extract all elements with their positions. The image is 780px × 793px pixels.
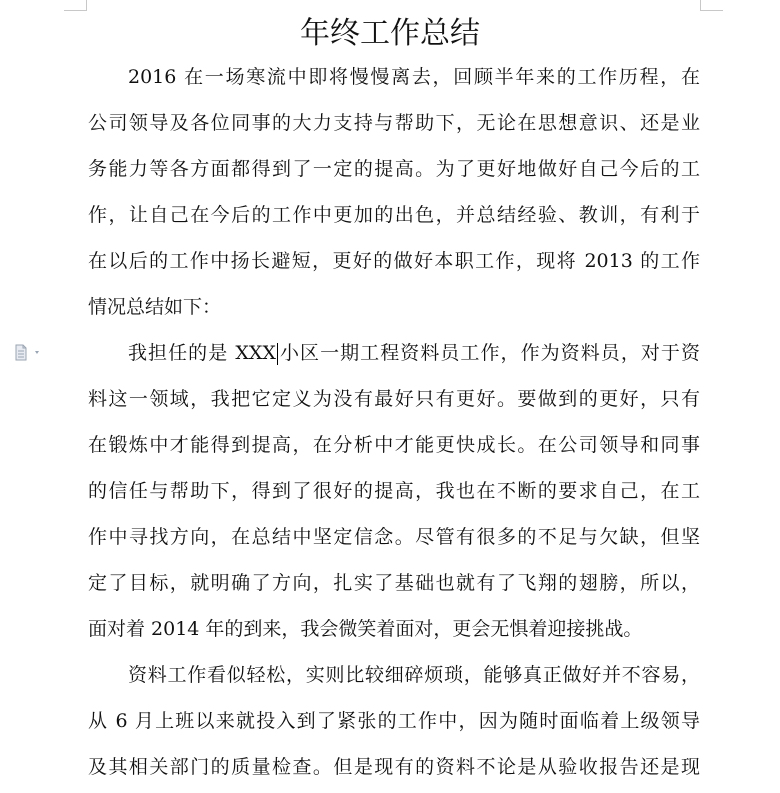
paragraph-line: 作中寻找方向，在总结中坚定信念。尽管有很多的不足与欠缺，但坚 (88, 526, 700, 548)
paragraph-line: 务能力等各方面都得到了一定的提高。为了更好地做好自己今后的工 (88, 158, 700, 180)
paragraph-2[interactable] (88, 330, 700, 652)
paragraph-line: 定了目标，就明确了方向，扎实了基础也就有了飞翔的翅膀，所以， (88, 572, 700, 594)
page-corner-mark-right (700, 0, 723, 11)
paragraph-line: 作，让自己在今后的工作中更加的出色，并总结经验、教训，有利于 (88, 204, 700, 226)
paragraph-line: 情况总结如下： (88, 296, 222, 318)
paragraph-line: 面对着 2014 年的到来，我会微笑着面对，更会无惧着迎接挑战。 (88, 618, 643, 640)
paragraph-first-line (88, 330, 700, 376)
document-title[interactable]: 年终工作总结 (300, 16, 480, 51)
paragraph-line: 在以后的工作中扬长避短，更好的做好本职工作，现将 2013 的工作 (88, 250, 700, 272)
paragraph-line: 及其相关部门的质量检查。但是现有的资料不论是从验收报告还是现 (88, 756, 700, 778)
paragraph-line: 公司领导及各位同事的大力支持与帮助下，无论在思想意识、还是业 (88, 112, 700, 134)
paragraph-line: 资料工作看似轻松，实则比较细碎烦琐，能够真正做好并不容易， (128, 664, 700, 686)
text-cursor (277, 343, 278, 365)
page-corner-mark-left (64, 0, 87, 11)
paragraph-1[interactable] (88, 54, 700, 330)
document-paragraph-icon[interactable] (14, 343, 44, 361)
paragraph-3[interactable] (88, 652, 700, 790)
paragraph-line: 的信任与帮助下，得到了很好的提高，我也在不断的要求自己，在工 (88, 480, 700, 502)
paragraph-line: 料这一领域，我把它定义为没有最好只有更好。要做到的更好，只有 (88, 388, 700, 410)
text-before-cursor: 我担任的是 XXX (128, 342, 276, 364)
paragraph-line: 在锻炼中才能得到提高，在分析中才能更快成长。在公司领导和同事 (88, 434, 700, 456)
text-after-cursor: 小区一期工程资料员工作，作为资料员，对于资 (278, 342, 700, 364)
paragraph-line: 2016 在一场寒流中即将慢慢离去，回顾半年来的工作历程，在 (128, 66, 700, 88)
paragraph-line: 从 6 月上班以来就投入到了紧张的工作中，因为随时面临着上级领导 (88, 710, 700, 732)
